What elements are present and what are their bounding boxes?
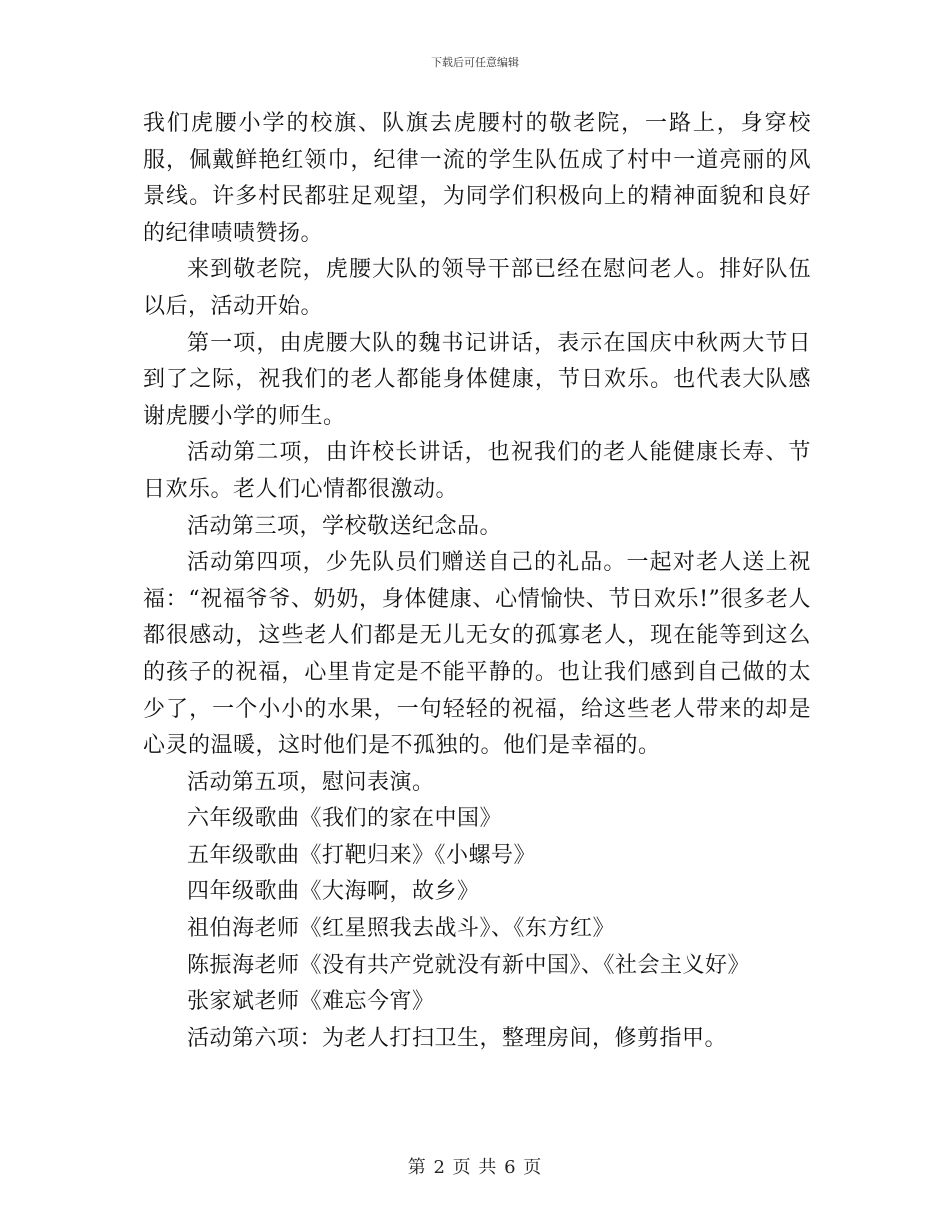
program-item-5: 陈振海老师《没有共产党就没有新中国》、《社会主义好》 (187, 952, 751, 978)
paragraph-6: 活动第四项，少先队员们赠送自己的礼品。一起对老人送上祝福：“祝福爷爷、奶奶，身体健康、心情愉快、节日欢乐!”很多老人都很感动，这些老人们都是无儿无女的孤寡老人，现在能等到这么的孩子的祝福，心里肯定是不能平静的。也让我们感到自己做的太少了，一个小小的水果，一句轻轻的祝福，给这些老人带来的却是心灵的温暖，这时他们是不孤独的。他们是幸福的。 (143, 550, 811, 759)
paragraph-2: 来到敬老院，虎腰大队的领导干部已经在慰问老人。排好队伍以后，活动开始。 (143, 257, 811, 319)
paragraph-final: 活动第六项：为老人打扫卫生，整理房间，修剪指甲。 (187, 1025, 728, 1051)
program-item-3: 四年级歌曲《大海啊，故乡》 (187, 879, 480, 905)
program-item-1: 六年级歌曲《我们的家在中国》 (187, 806, 503, 832)
program-item-6: 张家斌老师《难忘今宵》 (187, 989, 435, 1015)
paragraph-4: 活动第二项，由许校长讲话，也祝我们的老人能健康长寿、节日欢乐。老人们心情都很激动。 (143, 440, 811, 502)
program-item-4: 祖伯海老师《红星照我去战斗》、《东方红》 (187, 916, 616, 942)
paragraph-1: 我们虎腰小学的校旗、队旗去虎腰村的敬老院，一路上，身穿校服，佩戴鲜艳红领巾，纪律一流的学生队伍成了村中一道亮丽的风景线。许多村民都驻足观望，为同学们积极向上的精神面貌和良好的纪律啧啧赞扬。 (143, 111, 811, 246)
program-item-2: 五年级歌曲《打靶归来》《小螺号》 (187, 842, 537, 868)
page-header: 下载后可任意编辑 (431, 56, 519, 69)
paragraph-5: 活动第三项，学校敬送纪念品。 (187, 513, 503, 539)
paragraph-3: 第一项，由虎腰大队的魏书记讲话，表示在国庆中秋两大节日到了之际，祝我们的老人都能身体健康，节日欢乐。也代表大队感谢虎腰小学的师生。 (143, 330, 811, 429)
document-body (143, 106, 811, 1057)
page-footer: 第 2 页 共 6 页 (407, 1157, 543, 1178)
paragraph-7: 活动第五项，慰问表演。 (187, 769, 435, 795)
